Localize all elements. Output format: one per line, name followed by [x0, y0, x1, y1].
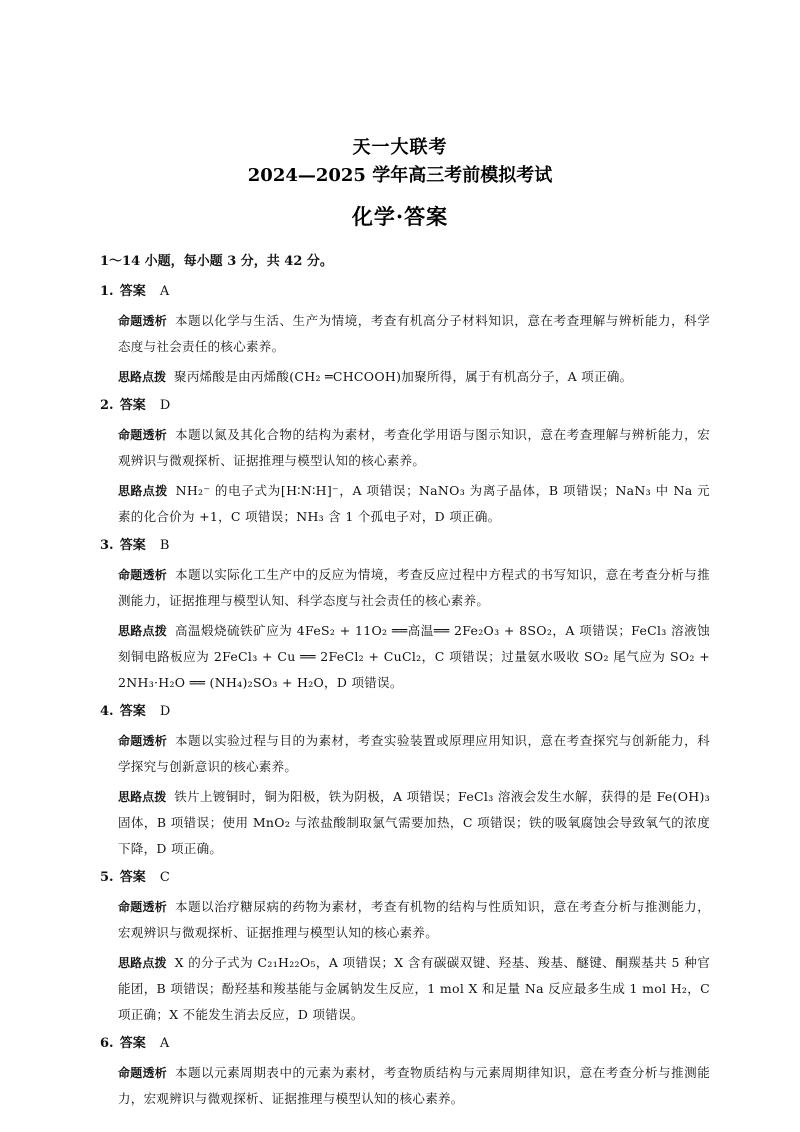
question-header: [100, 868, 710, 888]
hint-text: X 的分子式为 C₂₁H₂₂O₅，A 项错误；X 含有碳碳双键、羟基、羧基、醚键、酮羰基共 5 种官能团，B 项错误；酚羟基和羧基能与金属钠发生反应，1 mol X 和足量 Na 反应最多生成 1 mol H₂，C 项正确；X 不能发生消去反应，D 项错误。: [118, 955, 710, 1022]
analysis-label: 命题透析: [118, 568, 168, 582]
question-block: [100, 282, 710, 390]
answer-value: D: [159, 704, 171, 719]
question-number: 3.: [100, 538, 114, 553]
analysis-text: 本题以元素周期表中的元素为素材，考查物质结构与元素周期律知识，意在考查分析与推测能力，宏观辨识与微观探析、证据推理与模型认知的核心素养。: [118, 1065, 710, 1106]
hint-label: 思路点拨: [118, 370, 167, 384]
hint-paragraph: [118, 784, 710, 862]
question-block: [100, 536, 710, 696]
answer-label: 答案: [119, 398, 146, 413]
exam-title: 2024—2025 学年高三考前模拟考试: [247, 165, 553, 186]
question-block: [100, 868, 710, 1028]
analysis-paragraph: [118, 894, 710, 946]
question-number: 4.: [100, 704, 114, 719]
question-header: [100, 282, 710, 302]
analysis-text: 本题以实验过程与目的为素材，考查实验装置或原理应用知识，意在考查探究与创新能力，科学探究与创新意识的核心素养。: [118, 733, 710, 774]
hint-text: 高温煅烧硫铁矿应为 4FeS₂ + 11O₂ ══高温══ 2Fe₂O₃ + 8SO₂，A 项错误；FeCl₃ 溶液蚀刻铜电路板应为 2FeCl₃ + Cu ══ 2FeCl₂ + CuCl₂，C 项错误；过量氨水吸收 SO₂ 尾气应为 SO₂ + 2NH₃·H₂O ══ (NH₄)₂SO₃ + H₂O，D 项错误。: [118, 623, 710, 690]
question-header: [100, 702, 710, 722]
answer-value: A: [159, 284, 170, 299]
answer-label: 答案: [119, 870, 146, 885]
analysis-label: 命题透析: [118, 734, 168, 748]
analysis-text: 本题以化学与生活、生产为情境，考查有机高分子材料知识，意在考查理解与辨析能力，科学态度与社会责任的核心素养。: [118, 313, 710, 354]
hint-paragraph: [118, 950, 710, 1028]
question-header: [100, 396, 710, 416]
organizer-title: 天一大联考: [352, 137, 448, 158]
question-block: [100, 702, 710, 862]
analysis-text: 本题以氮及其化合物的结构为素材，考查化学用语与图示知识，意在考查理解与辨析能力，宏观辨识与微观探析、证据推理与模型认知的核心素养。: [118, 427, 710, 468]
answer-value: D: [159, 398, 171, 413]
analysis-label: 命题透析: [118, 314, 168, 328]
answer-label: 答案: [119, 538, 146, 553]
question-number: 1.: [100, 284, 114, 299]
answer-content: [100, 252, 710, 1118]
analysis-label: 命题透析: [118, 428, 168, 442]
question-number: 2.: [100, 398, 114, 413]
hint-paragraph: [118, 364, 710, 390]
question-header: [100, 536, 710, 556]
analysis-label: 命题透析: [118, 900, 168, 914]
scoring-intro: 1～14 小题，每小题 3 分，共 42 分。: [100, 254, 333, 269]
hint-text: 聚丙烯酸是由丙烯酸(CH₂ ═CHCOOH)加聚所得，属于有机高分子，A 项正确。: [174, 369, 633, 384]
hint-paragraph: [118, 618, 710, 696]
analysis-text: 本题以实际化工生产中的反应为情境，考查反应过程中方程式的书写知识，意在考查分析与推测能力，证据推理与模型认知、科学态度与社会责任的核心素养。: [118, 567, 710, 608]
analysis-paragraph: [118, 422, 710, 474]
question-block: [100, 396, 710, 530]
question-block: [100, 1034, 710, 1112]
analysis-paragraph: [118, 1060, 710, 1112]
question-number: 6.: [100, 1036, 114, 1051]
answer-label: 答案: [119, 704, 146, 719]
hint-text: 铁片上镀铜时，铜为阳极，铁为阴极，A 项错误；FeCl₃ 溶液会发生水解，获得的是 Fe(OH)₃ 固体，B 项错误；使用 MnO₂ 与浓盐酸制取氯气需要加热，C 项错误；铁的吸氧腐蚀会导致氧气的浓度下降，D 项正确。: [118, 789, 710, 856]
question-number: 5.: [100, 870, 114, 885]
analysis-paragraph: [118, 308, 710, 360]
analysis-paragraph: [118, 562, 710, 614]
analysis-paragraph: [118, 728, 710, 780]
question-header: [100, 1034, 710, 1054]
hint-text: NH₂⁻ 的电子式为[H∶N∶H]⁻，A 项错误；NaNO₃ 为离子晶体，B 项错误；NaN₃ 中 Na 元素的化合价为 +1，C 项错误；NH₃ 含 1 个孤电子对，D 项正确。: [118, 483, 710, 524]
analysis-text: 本题以治疗糖尿病的药物为素材，考查有机物的结构与性质知识，意在考查分析与推测能力，宏观辨识与微观探析、证据推理与模型认知的核心素养。: [118, 899, 710, 940]
answer-label: 答案: [119, 284, 146, 299]
answer-value: B: [159, 538, 170, 553]
hint-label: 思路点拨: [118, 624, 167, 638]
hint-paragraph: [118, 478, 710, 530]
hint-label: 思路点拨: [118, 956, 167, 970]
analysis-label: 命题透析: [118, 1066, 168, 1080]
subject-title: 化学·答案: [351, 204, 449, 229]
answer-value: A: [159, 1036, 170, 1051]
answer-value: C: [159, 870, 170, 885]
answer-label: 答案: [119, 1036, 146, 1051]
hint-label: 思路点拨: [118, 484, 168, 498]
hint-label: 思路点拨: [118, 790, 167, 804]
